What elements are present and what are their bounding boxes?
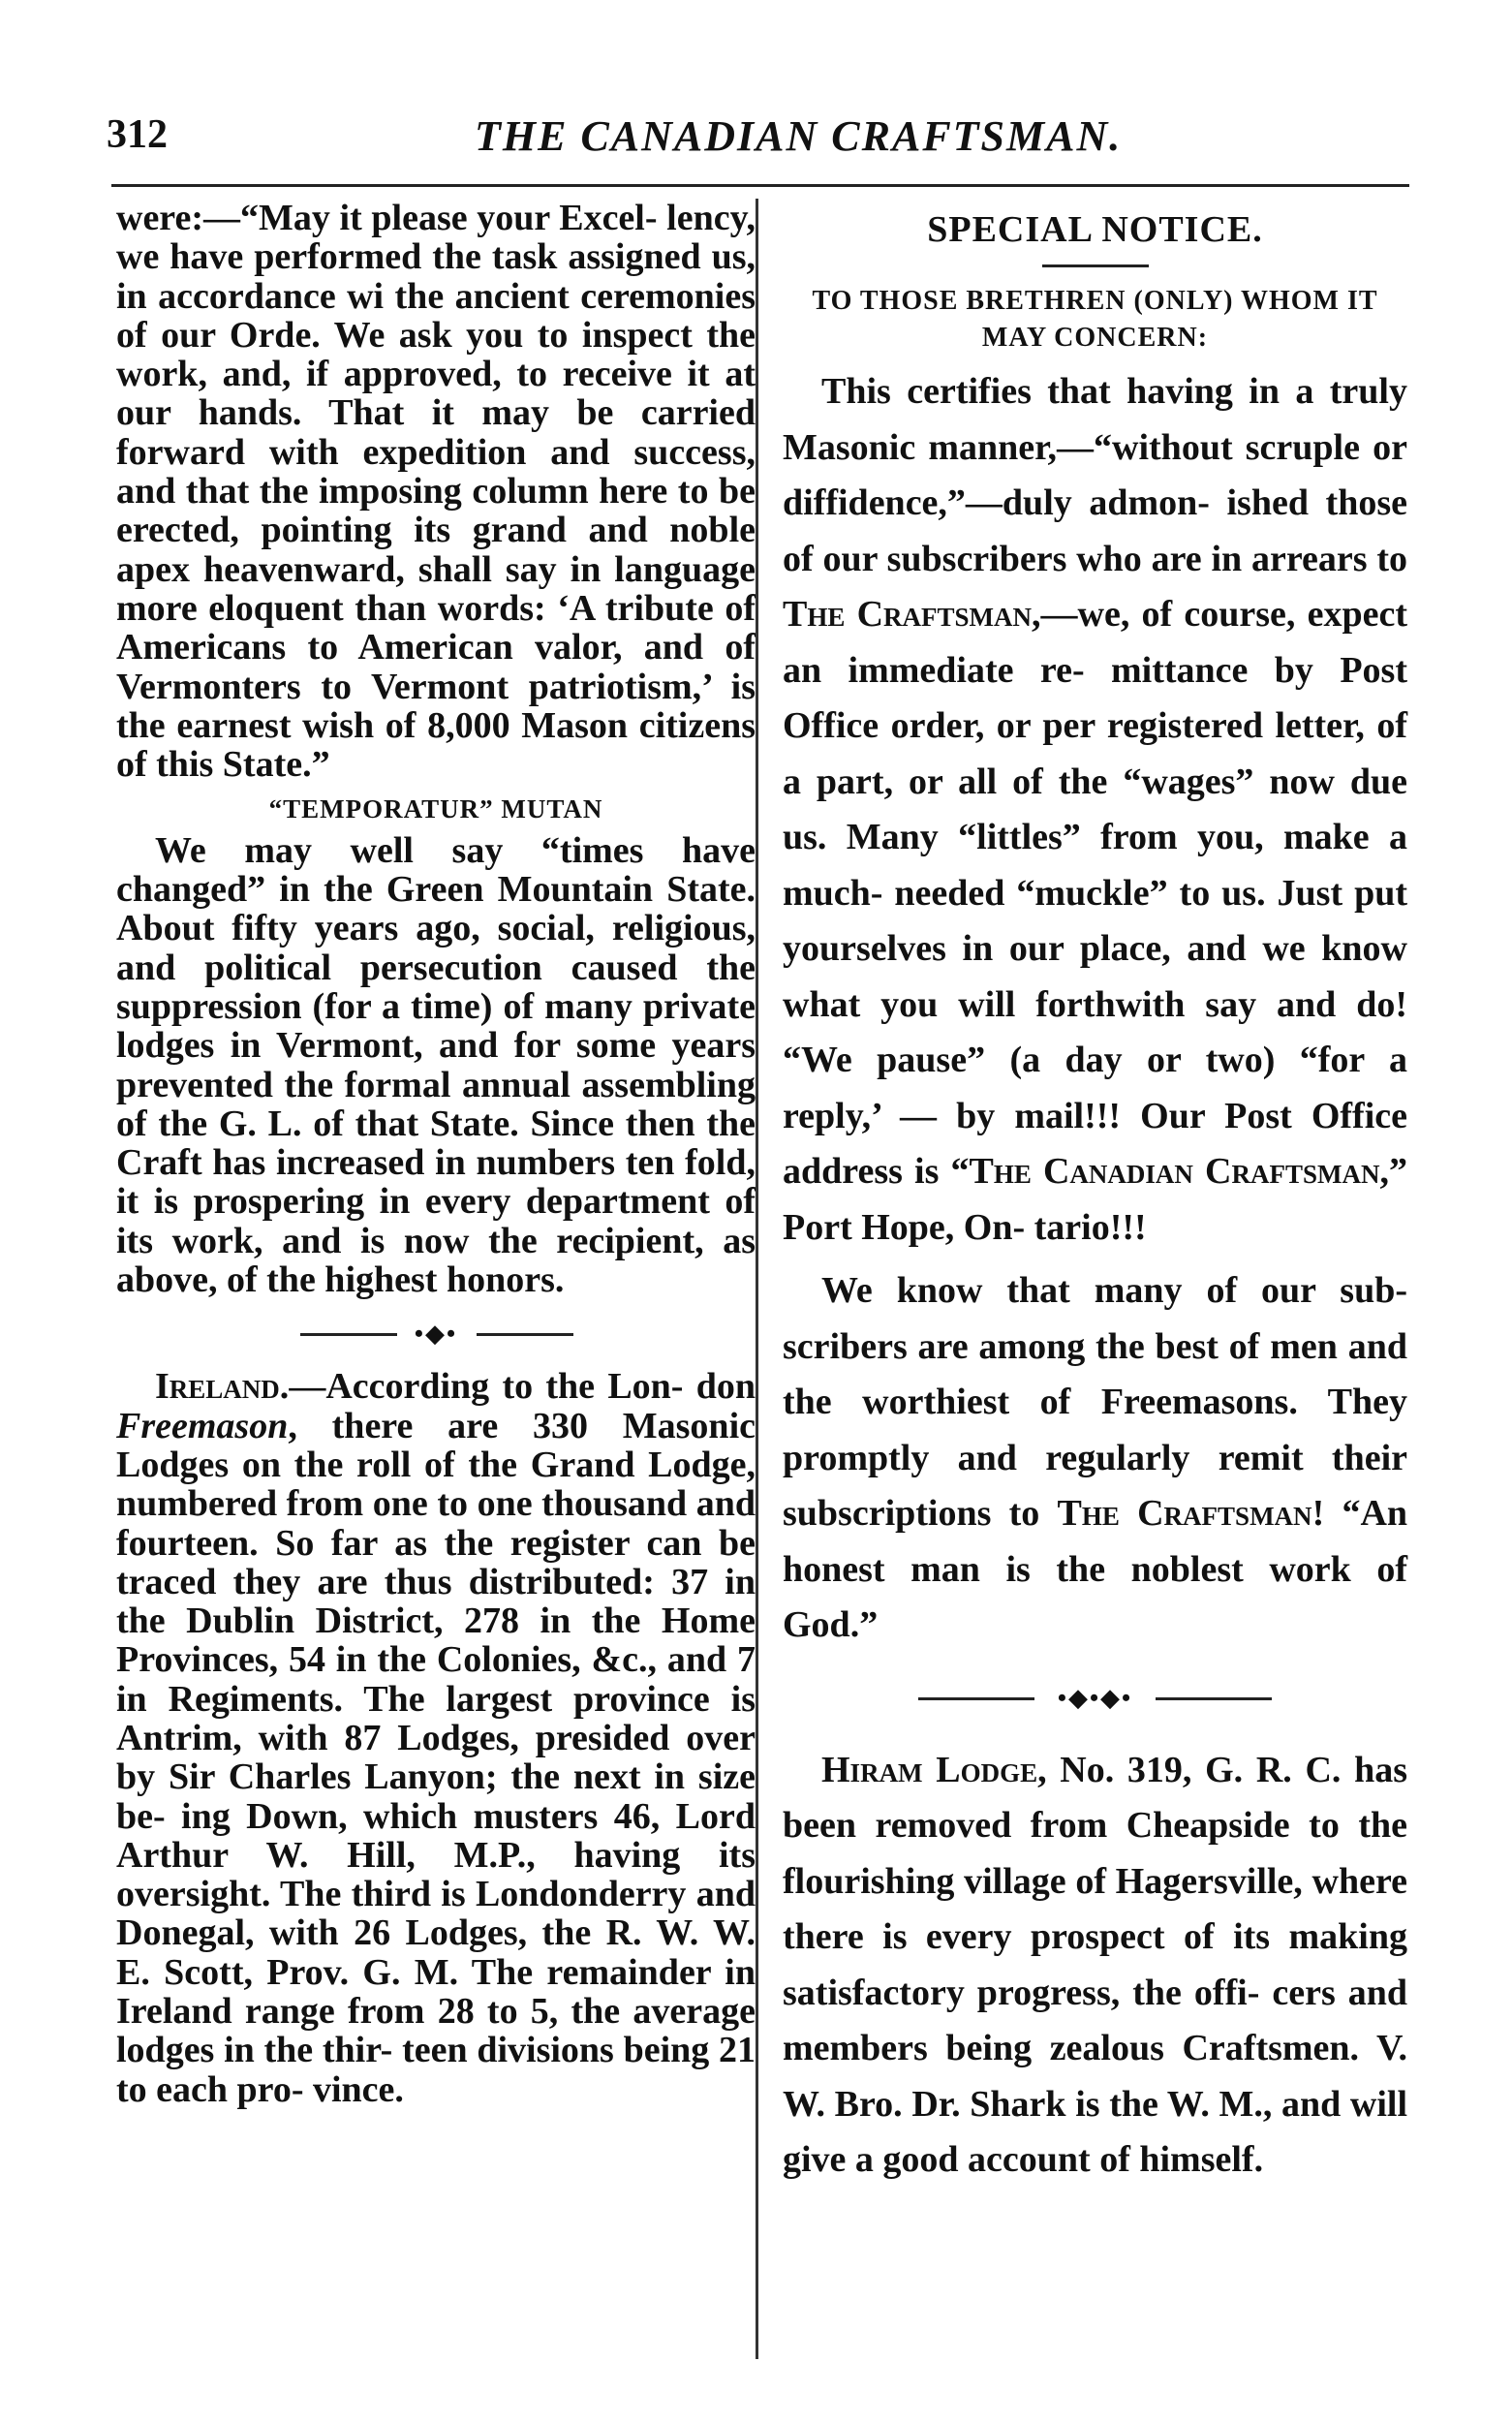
special-notice-title: SPECIAL NOTICE.	[927, 209, 1263, 250]
header-rule	[111, 184, 1409, 187]
notice-rule	[1042, 264, 1149, 267]
page-header	[107, 111, 1404, 170]
postal-address: The Canadian Craftsman	[969, 1151, 1380, 1192]
page-number: 312	[107, 112, 168, 157]
column-divider	[756, 199, 758, 2359]
right-column	[783, 199, 1407, 2189]
notice-subtitle: TO THOSE BRETHREN (ONLY) WHOM IT MAY CONCERN:	[812, 286, 1378, 353]
section-divider-ornament	[116, 1319, 756, 1350]
ireland-paragraph: Ireland.—According to the Lon- don Freemason, there are 330 Masonic Lodges on the roll of the Grand Lodge, numbered from one to one thousand and fourteen. So far as the register can be traced they are thus distributed: 37 in the Dublin District, 278 in the Home Provinces, 54 in the Colonies, &c., and 7 in Regiments. The largest province is Antrim, with 87 Lodges, presided over by Sir Charles Lanyon; the next in size be- ing Down, which musters 46, Lord Arthur W. Hill, M.P., having its oversight. The third is Londonderry and Donegal, with 26 Lodges, the R. W. W. E. Scott, Prov. G. M. The remainder in Ireland range from 28 to 5, the average lodges in the thir- teen divisions being 21 to each pro- vince.	[116, 1366, 756, 2110]
journal-title: THE CANADIAN CRAFTSMAN.	[475, 112, 1123, 160]
hiram-lodge-paragraph: Hiram Lodge, No. 319, G. R. C. has been removed from Cheapside to the flourishing village of Hagersville, where there is every prospect of its making satisfactory progress, the offi- cers and members being zealous Craftsmen. V. W. Bro. Dr. Shark is the W. M., and will give a good account of himself.	[783, 1749, 1407, 2180]
ornament-glyph: •◆•	[414, 1320, 458, 1349]
temporatur-subhead: “TEMPORATUR” MUTAN	[268, 794, 603, 824]
section-divider-ornament	[783, 1683, 1407, 1714]
arrears-paragraph: This certifies that having in a truly Masonic manner,—“without scruple or diffidence,”—duly admon- ished those of our subscribers who are in arrears to The Craftsman,—we, of course, expect an immediate re- mittance by Post Office order, or per registered letter, of a part, or all of the “wages” now due us. Many “littles” from you, make a much- needed “muckle” to us. Just put yourselves in our place, and we know what you will forthwith say and do! “We pause” (a day or two) “for a reply,’ — by mail!!! Our Post Office address is “The Canadian Craftsman,” Port Hope, On- tario!!!	[783, 371, 1408, 1248]
times-changed-paragraph: We may well say “times have changed” in the Green Mountain State. About fifty years ago, social, religious, and political persecution caused the suppression (for a time) of many private lodges in Vermont, and for some years prevented the formal annual assembling of the G. L. of that State. Since then the Craft has increased in numbers ten fold, it is prospering in every department of its work, and is now the recipient, as above, of the highest honors.	[116, 829, 756, 1301]
craftsman-name: The Craftsman	[783, 594, 1033, 635]
excellency-address-paragraph: were:—“May it please your Excel- lency, we have performed the task assigned us, in accordance wi the ancient ceremonies of our Orde. We ask you to inspect the work, and, if approved, to receive it at our hands. That it may be carried forward with expedition and success, and that the imposing column here to be erected, pointing its grand and noble apex heavenward, shall say in language more eloquent than words: ‘A tribute of Americans to American valor, and of Vermonters to Vermont patriotism,’ is the earnest wish of 8,000 Mason citizens of this State.”	[116, 198, 756, 786]
craftsman-name: The Craftsman	[1057, 1493, 1312, 1534]
hiram-lodge-lead: Hiram Lodge	[821, 1749, 1038, 1790]
left-column	[116, 199, 756, 2109]
ornament-glyph: •◆•◆•	[1057, 1683, 1133, 1712]
freemason-title: Freemason	[116, 1405, 289, 1446]
subscribers-paragraph: We know that many of our sub- scribers are among the best of men and the worthiest of Freemasons. They promptly and regularly remit their subscriptions to The Craftsman! “An honest man is the noblest work of God.”	[783, 1270, 1408, 1645]
ireland-lead: Ireland.	[155, 1366, 290, 1408]
